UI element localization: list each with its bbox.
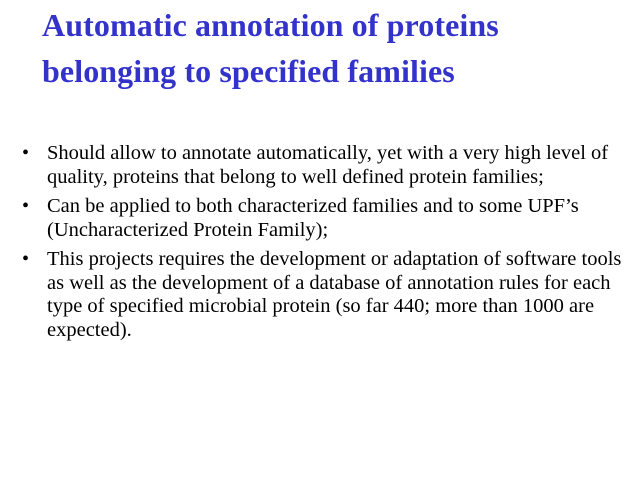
bullet-item: [22, 142, 634, 189]
bullet-icon: •: [22, 142, 30, 164]
bullet-text: This projects requires the development or adaptation of software tools as well as the development of a database of annotation rules for each type of specified microbial protein (so far 440; more than 1000 are expected).: [47, 248, 622, 341]
bullet-icon: •: [22, 248, 30, 270]
slide-title: Automatic annotation of proteins belonging to specified families: [42, 7, 499, 89]
bullet-text: Can be applied to both characterized families and to some UPF’s (Uncharacterized Protein Family);: [47, 195, 579, 241]
bullet-list: [22, 142, 634, 348]
bullet-item: [22, 248, 634, 342]
bullet-text: Should allow to annotate automatically, yet with a very high level of quality, proteins that belong to well defined protein families;: [47, 142, 609, 188]
bullet-item: [22, 195, 634, 242]
bullet-icon: •: [22, 195, 30, 217]
